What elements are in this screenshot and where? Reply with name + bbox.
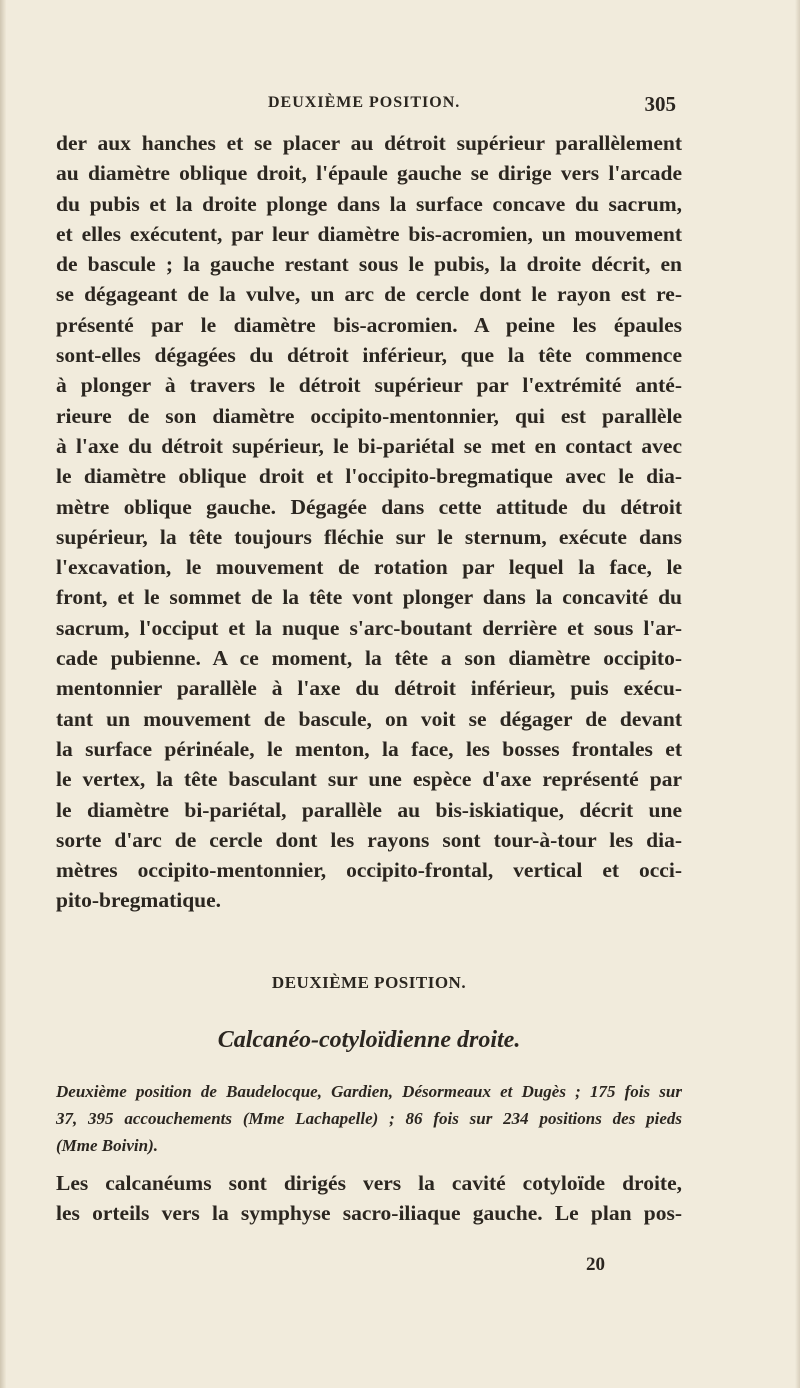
text-line: Les calcanéums sont dirigés vers la cavité cotyloïde droite, (56, 1171, 682, 1195)
section-title: Calcanéo-cotyloïdienne droite. (217, 1027, 521, 1053)
text-line: rieure de son diamètre occipito-mentonnier, qui est parallèle (56, 403, 682, 428)
page-right-edge (795, 0, 800, 1388)
text-line: présenté par le diamètre bis-acromien. A peine les épaules (56, 312, 682, 337)
text-line: le vertex, la tête basculant sur une espèce d'axe représenté par (56, 767, 682, 792)
text-line: supérieur, la tête toujours fléchie sur le sternum, exécute dans (56, 524, 682, 549)
second-paragraph (56, 1168, 682, 1229)
section-note (56, 1078, 682, 1159)
text-line: les orteils vers la symphyse sacro-iliaque gauche. Le plan pos- (56, 1201, 682, 1226)
text-line: se dégageant de la vulve, un arc de cercle dont le rayon est re- (56, 282, 682, 307)
signature-mark: 20 (586, 1254, 605, 1275)
text-line: sont-elles dégagées du détroit inférieur, que la tête commence (56, 343, 682, 368)
text-line: front, et le sommet de la tête vont plonger dans la concavité du (56, 585, 682, 610)
running-head: DEUXIÈME POSITION. (268, 94, 461, 111)
note-line: Deuxième position de Baudelocque, Gardien, Désormeaux et Dugès ; 175 fois sur (56, 1082, 682, 1101)
text-line: sorte d'arc de cercle dont les rayons sont tour-à-tour les dia- (56, 827, 682, 852)
text-line: mentonnier parallèle à l'axe du détroit inférieur, puis exécu- (56, 676, 682, 701)
page-left-edge (0, 0, 6, 1388)
text-line: pito-bregmatique. (56, 888, 222, 913)
text-line: mètre oblique gauche. Dégagée dans cette attitude du détroit (56, 494, 682, 519)
text-line: sacrum, l'occiput et la nuque s'arc-boutant derrière et sous l'ar- (56, 615, 682, 640)
text-line: tant un mouvement de bascule, on voit se dégager de devant (56, 706, 682, 731)
page-header (56, 92, 682, 118)
text-line: le diamètre bi-pariétal, parallèle au bis-iskiatique, décrit une (56, 797, 682, 822)
section-heading: DEUXIÈME POSITION. (271, 973, 467, 992)
text-line: le diamètre oblique droit et l'occipito-bregmatique avec le dia- (56, 464, 682, 489)
text-line: l'excavation, le mouvement de rotation par lequel la face, le (56, 555, 682, 580)
note-line: (Mme Boivin). (56, 1136, 158, 1155)
text-line: au diamètre oblique droit, l'épaule gauche se dirige vers l'arcade (56, 161, 682, 186)
text-line: la surface périnéale, le menton, la face, les bosses frontales et (56, 736, 682, 761)
text-line: der aux hanches et se placer au détroit supérieur parallèlement (56, 131, 682, 155)
text-line: du pubis et la droite plonge dans la surface concave du sacrum, (56, 191, 682, 216)
main-paragraph (56, 128, 682, 916)
text-line: à l'axe du détroit supérieur, le bi-pariétal se met en contact avec (56, 433, 682, 458)
page-number: 305 (644, 92, 676, 116)
note-line: 37, 395 accouchements (Mme Lachapelle) ; 86 fois sur 234 positions des pieds (56, 1109, 682, 1128)
text-line: de bascule ; la gauche restant sous le pubis, la droite décrit, en (56, 252, 682, 277)
text-line: et elles exécutent, par leur diamètre bis-acromien, un mouvement (56, 221, 682, 246)
text-line: à plonger à travers le détroit supérieur par l'extrémité anté- (56, 373, 682, 398)
text-line: mètres occipito-mentonnier, occipito-frontal, vertical et occi- (56, 858, 682, 883)
text-line: cade pubienne. A ce moment, la tête a son diamètre occipito- (56, 646, 682, 671)
